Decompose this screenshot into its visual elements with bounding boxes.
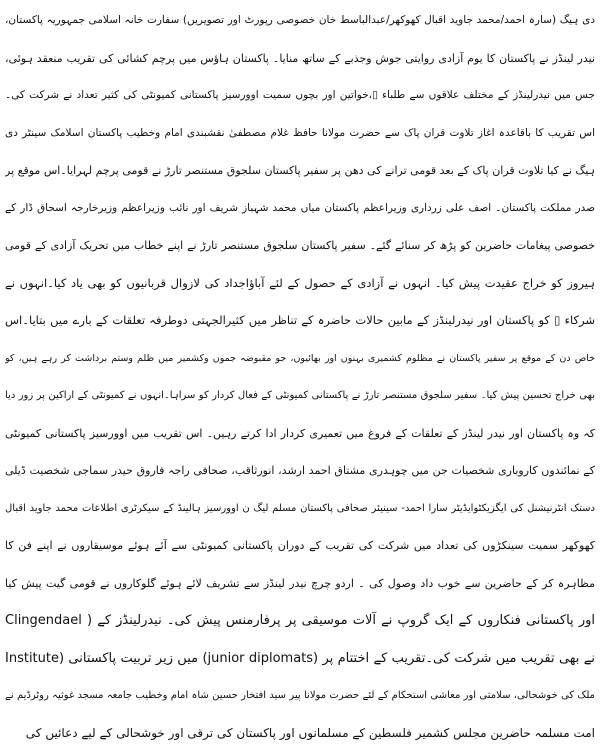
article-line: خاص دن کے موقع پر سفیر پاکستان نے مظلوم کشمیری بہنوں اور بھائیوں، جو مقبوضہ جموں وکشمیر میں ظلم وستم برداشت کر رہے ہیں، کو — [5, 352, 595, 364]
article-line: دستک انٹرنیشنل کی ایگزیکٹوایڈیٹر سارا احمد- سینیئر صحافی پاکستان مسلم لیگ ن اوورسیز ہالینڈ کے سیکرٹری اطلاعات محمد جاوید اقبال — [5, 502, 595, 514]
article-line: اس تقریب کا باقاعدہ اغاز تلاوت قران پاک سے حضرت مولانا حافظ غلام مصطفیٰ نقشبندی امام وخطیب پاکستان اسلامک سینٹر دی — [5, 126, 595, 139]
article-line: خصوصی پیغامات حاضرین کو پڑھ کر سنائے گئے۔ سفیر پاکستان سلجوق مستنصر تارڑ نے اپنے خطاب میں تحریک آزادی کے قومی — [5, 239, 595, 252]
article-line: اور پاکستانی فنکاروں کے ایک گروپ نے آلات موسیقی پر پرفارمنس پیش کی۔ نیدرلینڈز کے ( Clingendael — [5, 613, 595, 628]
article-line: مظاہرہ کر کے حاضرین سے خوب داد وصول کی ۔ اردو چرچ نیدر لینڈز سے تشریف لائے ہوئے گلوکاروں نے قومی گیت پیش کیا — [5, 576, 595, 590]
article-line: بھی خراج تحسین پیش کیا۔ سفیر سلجوق مستنصر تارڑ نے پاکستانی کمیونٹی کے فعال کردار کو سراہا۔انہوں نے کمیونٹی کے اراکین پر زور دیا — [5, 390, 595, 401]
article-line: نیدر لینڈز نے پاکستان کا یوم آزادی روایتی جوش وجذبے کے ساتھ منایا۔ پاکستان ہاؤس میں پرچم کشائی کی تقریب منعقد ہوئی، — [5, 51, 595, 65]
article-line: صدر مملکت پاکستان۔ اصف علی زرداری وزیراعظم پاکستان میاں محمد شہباز شریف اور نائب وزیراعظم وزیرخارجہ اسحاق ڈار کے — [5, 201, 595, 214]
article-line: امت مسلمہ حاضرین مجلس کشمیر فلسطین کے مسلمانوں اور پاکستان کی ترقی اور خوشحالی کے لیے دعائیں کی — [25, 725, 595, 740]
article-line: دی ہیگ (سارہ احمد/محمد جاوید اقبال کھوکھر/عبدالباسط خان خصوصی رپورٹ اور تصویریں) سفارت خانہ اسلامی جمہوریہ پاکستان، — [5, 14, 595, 26]
article-line: ہیروز کو خراج عقیدت پیش کیا۔ انہوں نے آزادی کے حصول کے لئے آباؤاجداد کی لازوال قربانیوں کو بھی یاد کیا۔انہوں نے — [5, 275, 595, 290]
article-line: ملک کی خوشحالی، سلامتی اور معاشی استحکام کے لئے حضرت مولانا پیر سید افتخار حسین شاہ امام وخطیب جامعہ مسجد غوثیہ روٹرڈیم نے — [5, 690, 595, 701]
article-line: کے نمائندوں کاروباری شخصیات جن میں چوہدری مشتاق احمد ارشد، انورثاقب، صحافی راجہ فاروق حیدر سماجی شخصیت ڈیلی — [5, 464, 595, 477]
article-line: کہ وہ پاکستان اور نیدر لینڈز کے تعلقات کے فروغ میں تعمیری کردار ادا کرتے رہیں۔ اس تقریب میں اوورسیز پاکستانی کمیونٹی — [5, 426, 595, 440]
article-line: جس میں نیدرلینڈز کے مختلف علاقوں سے طلباء ▯،خواتین اور بچوں سمیت اوورسیز پاکستانی کمیونٹی کی کثیر تعداد نے شرکت کی۔ — [5, 89, 595, 101]
article-line: Institute) میں زیر تربیت پاکستانی (junior diplomats) نے بھی تقریب میں شرکت کی۔تقریب کے اختتام پر — [5, 650, 595, 666]
article-line: ہیگ نے کیا تلاوت قران پاک کے بعد قومی ترانے کی دھن پر سفیر پاکستان سلجوق مستنصر تارڑ نے قومی پرچم لہرایا۔اس موقع پر — [5, 164, 595, 177]
article-line: کھوکھر سمیت سینکڑوں کی تعداد میں شرکت کی تقریب کے دوران پاکستانی کمیونٹی سے آئے ہوئے موسیقاروں نے اپنے فن کا — [5, 539, 595, 552]
article-line: شرکاء ▯ کو پاکستان اور نیدرلینڈز کے مابین حالات حاضرہ کے تناظر میں کثیرالجہتی دوطرفہ تعلقات کے بارے میں بتایا۔اس — [5, 313, 595, 327]
